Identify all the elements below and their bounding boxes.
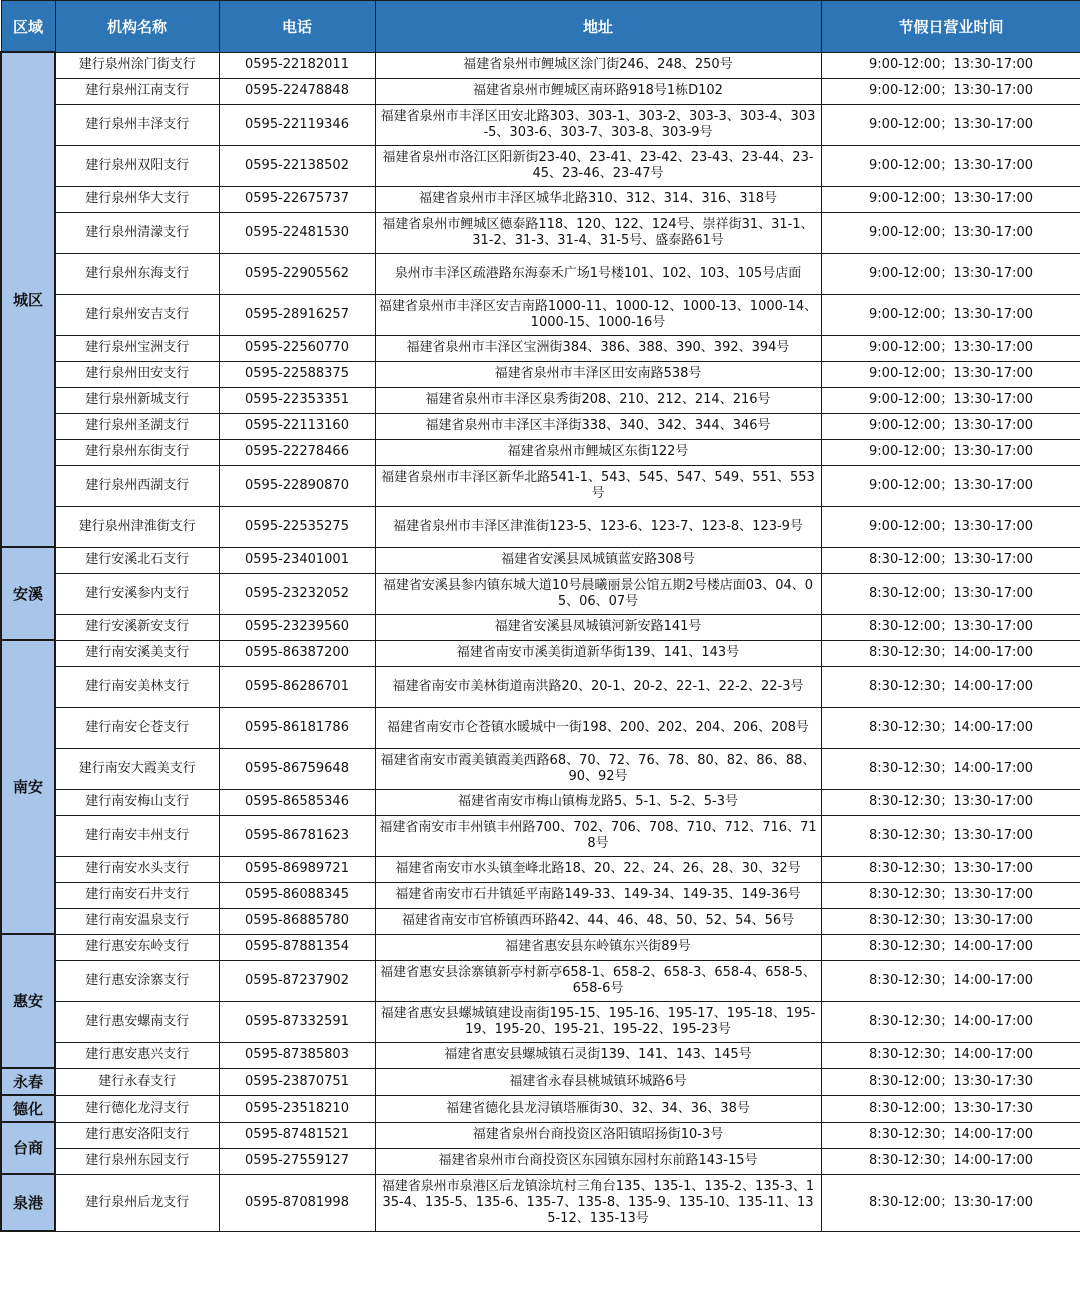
branch-phone: 0595-87081998 bbox=[219, 1174, 375, 1231]
branch-phone: 0595-23870751 bbox=[219, 1068, 375, 1095]
branch-phone: 0595-86088345 bbox=[219, 882, 375, 908]
table-row bbox=[1, 707, 1080, 748]
branch-address: 福建省南安市溪美街道新华街139、141、143号 bbox=[375, 640, 821, 666]
branch-name: 建行安溪参内支行 bbox=[55, 573, 219, 614]
branch-hours: 8:30-12:00；13:30-17:00 bbox=[821, 547, 1080, 573]
branch-address: 福建省南安市官桥镇西环路42、44、46、48、50、52、54、56号 bbox=[375, 908, 821, 934]
branch-hours: 8:30-12:00；13:30-17:30 bbox=[821, 1095, 1080, 1122]
branch-phone: 0595-86181786 bbox=[219, 707, 375, 748]
branch-phone: 0595-22890870 bbox=[219, 465, 375, 506]
branch-name: 建行永春支行 bbox=[55, 1068, 219, 1095]
branch-name: 建行南安丰州支行 bbox=[55, 815, 219, 856]
branch-address: 福建省惠安县螺城镇石灵街139、141、143、145号 bbox=[375, 1042, 821, 1068]
branch-address: 福建省惠安县涂寨镇新亭村新亭658-1、658-2、658-3、658-4、658-5、658-6号 bbox=[375, 960, 821, 1001]
branch-phone: 0595-86286701 bbox=[219, 666, 375, 707]
branch-hours: 8:30-12:30；13:30-17:00 bbox=[821, 789, 1080, 815]
table-row bbox=[1, 547, 1080, 573]
branch-name: 建行南安石井支行 bbox=[55, 882, 219, 908]
branch-name: 建行南安大霞美支行 bbox=[55, 748, 219, 789]
branch-hours: 8:30-12:30；14:00-17:00 bbox=[821, 640, 1080, 666]
branch-hours: 9:00-12:00；13:30-17:00 bbox=[821, 104, 1080, 145]
table-row bbox=[1, 52, 1080, 78]
region-cell: 安溪 bbox=[1, 547, 55, 640]
branch-hours: 8:30-12:30；14:00-17:00 bbox=[821, 707, 1080, 748]
table-row bbox=[1, 1174, 1080, 1231]
branch-hours: 9:00-12:00；13:30-17:00 bbox=[821, 506, 1080, 547]
table-row bbox=[1, 1042, 1080, 1068]
branch-phone: 0595-22478848 bbox=[219, 78, 375, 104]
branch-hours: 8:30-12:30；14:00-17:00 bbox=[821, 960, 1080, 1001]
branch-phone: 0595-22278466 bbox=[219, 439, 375, 465]
branch-hours: 9:00-12:00；13:30-17:00 bbox=[821, 145, 1080, 186]
branch-hours: 8:30-12:30；14:00-17:00 bbox=[821, 748, 1080, 789]
branch-address: 福建省泉州台商投资区洛阳镇昭扬街10-3号 bbox=[375, 1122, 821, 1148]
branch-address: 福建省南安市梅山镇梅龙路5、5-1、5-2、5-3号 bbox=[375, 789, 821, 815]
branch-name: 建行泉州清濛支行 bbox=[55, 212, 219, 253]
branch-phone: 0595-22182011 bbox=[219, 52, 375, 78]
table-row bbox=[1, 465, 1080, 506]
header-phone: 电话 bbox=[219, 1, 375, 53]
branch-hours: 9:00-12:00；13:30-17:00 bbox=[821, 186, 1080, 212]
branch-hours: 9:00-12:00；13:30-17:00 bbox=[821, 361, 1080, 387]
branch-hours: 8:30-12:30；14:00-17:00 bbox=[821, 934, 1080, 960]
branch-phone: 0595-27559127 bbox=[219, 1148, 375, 1174]
branch-hours: 9:00-12:00；13:30-17:00 bbox=[821, 294, 1080, 335]
branch-address: 福建省永春县桃城镇环城路6号 bbox=[375, 1068, 821, 1095]
branch-address: 福建省泉州市鲤城区涂门街246、248、250号 bbox=[375, 52, 821, 78]
branch-name: 建行泉州东海支行 bbox=[55, 253, 219, 294]
branch-address: 福建省泉州市丰泽区田安南路538号 bbox=[375, 361, 821, 387]
branch-hours: 9:00-12:00；13:30-17:00 bbox=[821, 253, 1080, 294]
table-row bbox=[1, 253, 1080, 294]
table-header-row bbox=[1, 1, 1080, 53]
table-row bbox=[1, 506, 1080, 547]
table-row bbox=[1, 294, 1080, 335]
branch-name: 建行南安温泉支行 bbox=[55, 908, 219, 934]
branch-phone: 0595-87237902 bbox=[219, 960, 375, 1001]
branch-hours: 8:30-12:30；13:30-17:00 bbox=[821, 908, 1080, 934]
branch-phone: 0595-22560770 bbox=[219, 335, 375, 361]
branch-name: 建行惠安惠兴支行 bbox=[55, 1042, 219, 1068]
branch-hours: 9:00-12:00；13:30-17:00 bbox=[821, 465, 1080, 506]
branch-name: 建行泉州双阳支行 bbox=[55, 145, 219, 186]
region-cell: 永春 bbox=[1, 1068, 55, 1095]
branch-hours: 8:30-12:00；13:30-17:00 bbox=[821, 614, 1080, 640]
branch-phone: 0595-86387200 bbox=[219, 640, 375, 666]
branch-phone: 0595-23239560 bbox=[219, 614, 375, 640]
region-cell: 德化 bbox=[1, 1095, 55, 1122]
branch-address: 福建省泉州市丰泽区丰泽街338、340、342、344、346号 bbox=[375, 413, 821, 439]
branch-address: 福建省泉州市台商投资区东园镇东园村东前路143-15号 bbox=[375, 1148, 821, 1174]
branch-name: 建行南安美林支行 bbox=[55, 666, 219, 707]
branch-phone: 0595-87385803 bbox=[219, 1042, 375, 1068]
branch-name: 建行南安溪美支行 bbox=[55, 640, 219, 666]
branch-name: 建行南安梅山支行 bbox=[55, 789, 219, 815]
branch-phone: 0595-87881354 bbox=[219, 934, 375, 960]
region-cell: 城区 bbox=[1, 52, 55, 547]
branch-hours: 8:30-12:30；14:00-17:00 bbox=[821, 1148, 1080, 1174]
branch-address: 福建省泉州市丰泽区安吉南路1000-11、1000-12、1000-13、1000-14、1000-15、1000-16号 bbox=[375, 294, 821, 335]
branch-name: 建行泉州丰泽支行 bbox=[55, 104, 219, 145]
branch-name: 建行安溪北石支行 bbox=[55, 547, 219, 573]
branch-phone: 0595-22588375 bbox=[219, 361, 375, 387]
region-cell: 泉港 bbox=[1, 1174, 55, 1231]
branch-name: 建行安溪新安支行 bbox=[55, 614, 219, 640]
branch-phone: 0595-86585346 bbox=[219, 789, 375, 815]
branch-name: 建行泉州东园支行 bbox=[55, 1148, 219, 1174]
branch-hours: 9:00-12:00；13:30-17:00 bbox=[821, 387, 1080, 413]
branch-phone: 0595-22119346 bbox=[219, 104, 375, 145]
branch-hours: 9:00-12:00；13:30-17:00 bbox=[821, 212, 1080, 253]
branch-name: 建行惠安涂寨支行 bbox=[55, 960, 219, 1001]
branch-address: 福建省泉州市丰泽区泉秀街208、210、212、214、216号 bbox=[375, 387, 821, 413]
branch-name: 建行泉州安吉支行 bbox=[55, 294, 219, 335]
branch-name: 建行惠安螺南支行 bbox=[55, 1001, 219, 1042]
branch-name: 建行泉州宝洲支行 bbox=[55, 335, 219, 361]
branch-phone: 0595-22353351 bbox=[219, 387, 375, 413]
branch-phone: 0595-22675737 bbox=[219, 186, 375, 212]
branch-address: 福建省安溪县凤城镇蓝安路308号 bbox=[375, 547, 821, 573]
table-row bbox=[1, 748, 1080, 789]
region-cell: 台商 bbox=[1, 1122, 55, 1174]
table-row bbox=[1, 1001, 1080, 1042]
branch-hours: 8:30-12:00；13:30-17:30 bbox=[821, 1068, 1080, 1095]
branch-address: 福建省泉州市丰泽区新华北路541-1、543、545、547、549、551、553号 bbox=[375, 465, 821, 506]
table-row bbox=[1, 815, 1080, 856]
branch-hours: 8:30-12:30；14:00-17:00 bbox=[821, 1001, 1080, 1042]
branch-phone: 0595-28916257 bbox=[219, 294, 375, 335]
branch-address: 福建省泉州市鲤城区南环路918号1栋D102 bbox=[375, 78, 821, 104]
branch-address: 福建省泉州市泉港区后龙镇涂坑村三角台135、135-1、135-2、135-3、135-4、135-5、135-6、135-7、135-8、135-9、135-10、135-11、135-12、135-13号 bbox=[375, 1174, 821, 1231]
branch-address: 泉州市丰泽区疏港路东海泰禾广场1号楼101、102、103、105号店面 bbox=[375, 253, 821, 294]
region-cell: 惠安 bbox=[1, 934, 55, 1068]
table-row bbox=[1, 960, 1080, 1001]
branch-name: 建行泉州圣湖支行 bbox=[55, 413, 219, 439]
branch-hours: 9:00-12:00；13:30-17:00 bbox=[821, 52, 1080, 78]
branch-hours: 9:00-12:00；13:30-17:00 bbox=[821, 335, 1080, 361]
table-row bbox=[1, 614, 1080, 640]
branch-hours: 8:30-12:30；13:30-17:00 bbox=[821, 815, 1080, 856]
branch-hours: 9:00-12:00；13:30-17:00 bbox=[821, 439, 1080, 465]
branch-address: 福建省泉州市鲤城区德泰路118、120、122、124号、崇祥街31、31-1、31-2、31-3、31-4、31-5号、盛泰路61号 bbox=[375, 212, 821, 253]
branch-address: 福建省南安市美林街道南洪路20、20-1、20-2、22-1、22-2、22-3号 bbox=[375, 666, 821, 707]
branch-address: 福建省泉州市鲤城区东街122号 bbox=[375, 439, 821, 465]
header-hours: 节假日营业时间 bbox=[821, 1, 1080, 53]
branch-phone: 0595-87332591 bbox=[219, 1001, 375, 1042]
branch-address: 福建省安溪县凤城镇河新安路141号 bbox=[375, 614, 821, 640]
branch-hours: 9:00-12:00；13:30-17:00 bbox=[821, 78, 1080, 104]
branch-phone: 0595-23401001 bbox=[219, 547, 375, 573]
branch-name: 建行泉州田安支行 bbox=[55, 361, 219, 387]
table-row bbox=[1, 413, 1080, 439]
table-row bbox=[1, 439, 1080, 465]
branch-address: 福建省德化县龙浔镇塔雁街30、32、34、36、38号 bbox=[375, 1095, 821, 1122]
table-row bbox=[1, 361, 1080, 387]
branch-hours: 8:30-12:30；14:00-17:00 bbox=[821, 1042, 1080, 1068]
branch-phone: 0595-22905562 bbox=[219, 253, 375, 294]
branch-address: 福建省安溪县参内镇东城大道10号晨曦丽景公馆五期2号楼店面03、04、05、06、07号 bbox=[375, 573, 821, 614]
branch-address: 福建省泉州市丰泽区津淮街123-5、123-6、123-7、123-8、123-9号 bbox=[375, 506, 821, 547]
header-region: 区域 bbox=[1, 1, 55, 53]
branch-name: 建行惠安东岭支行 bbox=[55, 934, 219, 960]
branch-hours: 8:30-12:00；13:30-17:00 bbox=[821, 573, 1080, 614]
branch-address: 福建省南安市仑苍镇水暖城中一街198、200、202、204、206、208号 bbox=[375, 707, 821, 748]
branch-address: 福建省南安市霞美镇霞美西路68、70、72、76、78、80、82、86、88、90、92号 bbox=[375, 748, 821, 789]
table-row bbox=[1, 1068, 1080, 1095]
header-address: 地址 bbox=[375, 1, 821, 53]
table-row bbox=[1, 640, 1080, 666]
branch-name: 建行南安水头支行 bbox=[55, 856, 219, 882]
table-row bbox=[1, 573, 1080, 614]
table-row bbox=[1, 908, 1080, 934]
table-row bbox=[1, 1148, 1080, 1174]
branch-address: 福建省南安市丰州镇丰州路700、702、706、708、710、712、716、718号 bbox=[375, 815, 821, 856]
table-row bbox=[1, 789, 1080, 815]
table-row bbox=[1, 212, 1080, 253]
branch-hours: 8:30-12:30；13:30-17:00 bbox=[821, 882, 1080, 908]
branch-name: 建行泉州西湖支行 bbox=[55, 465, 219, 506]
branch-phone: 0595-22535275 bbox=[219, 506, 375, 547]
branch-phone: 0595-86885780 bbox=[219, 908, 375, 934]
table-row bbox=[1, 145, 1080, 186]
table-row bbox=[1, 1122, 1080, 1148]
branch-name: 建行泉州新城支行 bbox=[55, 387, 219, 413]
branch-phone: 0595-22113160 bbox=[219, 413, 375, 439]
branch-name: 建行惠安洛阳支行 bbox=[55, 1122, 219, 1148]
branch-phone: 0595-86759648 bbox=[219, 748, 375, 789]
branch-address: 福建省泉州市丰泽区宝洲街384、386、388、390、392、394号 bbox=[375, 335, 821, 361]
branch-phone: 0595-23232052 bbox=[219, 573, 375, 614]
table-row bbox=[1, 104, 1080, 145]
branch-name: 建行泉州江南支行 bbox=[55, 78, 219, 104]
header-name: 机构名称 bbox=[55, 1, 219, 53]
branch-address: 福建省泉州市洛江区阳新街23-40、23-41、23-42、23-43、23-44、23-45、23-46、23-47号 bbox=[375, 145, 821, 186]
table-row bbox=[1, 666, 1080, 707]
table-row bbox=[1, 856, 1080, 882]
branch-address: 福建省泉州市丰泽区田安北路303、303-1、303-2、303-3、303-4、303-5、303-6、303-7、303-8、303-9号 bbox=[375, 104, 821, 145]
table-row bbox=[1, 882, 1080, 908]
branch-address: 福建省惠安县螺城镇建设南街195-15、195-16、195-17、195-18、195-19、195-20、195-21、195-22、195-23号 bbox=[375, 1001, 821, 1042]
table-row bbox=[1, 387, 1080, 413]
table-row bbox=[1, 78, 1080, 104]
table-row bbox=[1, 934, 1080, 960]
branch-hours: 8:30-12:30；13:30-17:00 bbox=[821, 856, 1080, 882]
branch-phone: 0595-87481521 bbox=[219, 1122, 375, 1148]
branch-name: 建行泉州华大支行 bbox=[55, 186, 219, 212]
branch-address: 福建省南安市石井镇延平南路149-33、149-34、149-35、149-36号 bbox=[375, 882, 821, 908]
branch-hours: 8:30-12:30；14:00-17:00 bbox=[821, 666, 1080, 707]
branch-name: 建行泉州东街支行 bbox=[55, 439, 219, 465]
branch-hours: 8:30-12:00；13:30-17:00 bbox=[821, 1174, 1080, 1231]
table-row bbox=[1, 186, 1080, 212]
branch-name: 建行泉州涂门街支行 bbox=[55, 52, 219, 78]
branch-phone: 0595-22138502 bbox=[219, 145, 375, 186]
branch-hours: 9:00-12:00；13:30-17:00 bbox=[821, 413, 1080, 439]
branch-phone: 0595-23518210 bbox=[219, 1095, 375, 1122]
branch-name: 建行泉州津淮街支行 bbox=[55, 506, 219, 547]
table-row bbox=[1, 335, 1080, 361]
branch-name: 建行德化龙浔支行 bbox=[55, 1095, 219, 1122]
branch-address: 福建省泉州市丰泽区城华北路310、312、314、316、318号 bbox=[375, 186, 821, 212]
region-cell: 南安 bbox=[1, 640, 55, 934]
branch-name: 建行南安仑苍支行 bbox=[55, 707, 219, 748]
branch-phone: 0595-86989721 bbox=[219, 856, 375, 882]
branch-name: 建行泉州后龙支行 bbox=[55, 1174, 219, 1231]
branch-phone: 0595-22481530 bbox=[219, 212, 375, 253]
table-row bbox=[1, 1095, 1080, 1122]
branch-phone: 0595-86781623 bbox=[219, 815, 375, 856]
branch-hours: 8:30-12:30；14:00-17:00 bbox=[821, 1122, 1080, 1148]
branch-address: 福建省惠安县东岭镇东兴街89号 bbox=[375, 934, 821, 960]
branch-address: 福建省南安市水头镇奎峰北路18、20、22、24、26、28、30、32号 bbox=[375, 856, 821, 882]
